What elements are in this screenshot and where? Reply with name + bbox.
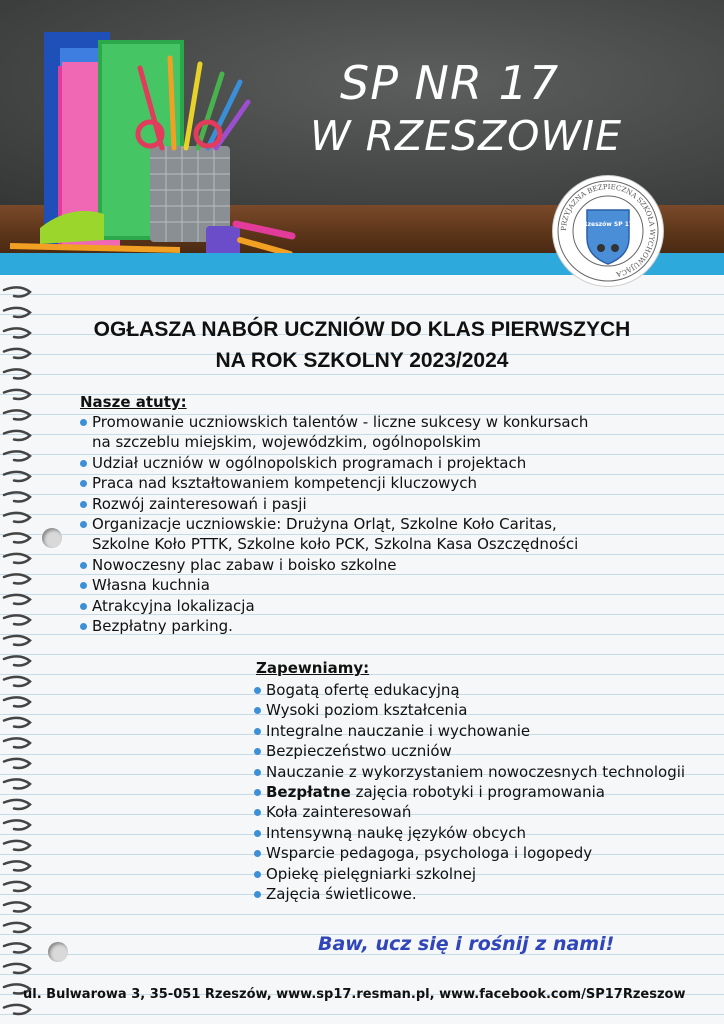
zapewniamy-item-text: Wysoki poziom kształcenia: [266, 701, 468, 720]
spiral-ring: [4, 759, 30, 768]
spiral-ring: [4, 615, 30, 624]
zapewniamy-item-emphasis: Bezpłatne: [266, 783, 351, 802]
zapewniamy-item-text: Nauczanie z wykorzystaniem nowoczesnych technologii: [266, 762, 686, 781]
spiral-ring: [4, 861, 30, 870]
zapewniamy-item: [254, 802, 685, 822]
bullet-icon: [254, 687, 261, 694]
spiral-ring: [4, 533, 30, 542]
bullet-icon: [80, 603, 87, 610]
zapewniamy-item: [254, 762, 685, 782]
spiral-ring: [4, 902, 30, 911]
bullet-icon: [80, 623, 87, 630]
spiral-ring: [4, 595, 30, 604]
spiral-ring: [4, 554, 30, 563]
atuty-item-continuation: na szczeblu miejskim, wojewódzkim, ogólnopolskim: [92, 433, 482, 452]
zapewniamy-item: [254, 741, 685, 761]
logo-ring-text: PRZYJAZNA BEZPIECZNA SZKOŁA WYCHOWUJĄCA: [559, 182, 657, 279]
zapewniamy-item: [254, 823, 685, 843]
zapewniamy-item-text: Bogatą ofertę edukacyjną: [266, 681, 460, 699]
bullet-icon: [80, 521, 87, 528]
spiral-ring: [4, 451, 30, 460]
spiral-ring: [4, 882, 30, 891]
school-supplies-illustration: [0, 18, 310, 268]
zapewniamy-item: [254, 680, 685, 700]
zapewniamy-item: [254, 700, 685, 720]
spiral-ring: [4, 390, 30, 399]
spiral-ring: [4, 820, 30, 829]
footer-address: ul. Bulwarowa 3, 35-051 Rzeszów, www.sp17.resman.pl, www.facebook.com/SP17Rzeszow: [23, 987, 686, 1002]
atuty-item-text: Atrakcyjna lokalizacja: [92, 596, 255, 615]
school-logo: [553, 176, 663, 286]
zapewniamy-item: [254, 782, 685, 802]
atuty-item: [80, 575, 588, 595]
bullet-icon: [254, 809, 261, 816]
bullet-icon: [80, 480, 87, 487]
bullet-icon: [254, 728, 261, 735]
zapewniamy-item-text: Intensywną naukę języków obcych: [266, 823, 526, 842]
slogan: Baw, ucz się i rośnij z nami!: [318, 933, 615, 955]
spiral-binding: [0, 282, 40, 1024]
zapewniamy-title: Zapewniamy:: [256, 659, 370, 677]
atuty-item-continuation: Szkolne Koło PTTK, Szkolne koło PCK, Szkolna Kasa Oszczędności: [92, 535, 579, 554]
bullet-icon: [254, 891, 261, 898]
spiral-ring: [4, 410, 30, 419]
zapewniamy-item-text: Opiekę pielęgniarki szkolnej: [266, 864, 476, 883]
spiral-ring: [4, 943, 30, 952]
bullet-icon: [80, 419, 87, 426]
spiral-ring: [4, 656, 30, 665]
spiral-ring: [4, 964, 30, 973]
school-title-line2: W RZESZOWIE: [310, 112, 622, 160]
punch-hole-top: [42, 528, 62, 548]
bullet-icon: [254, 789, 261, 796]
atuty-item: [80, 453, 588, 473]
spiral-ring: [4, 492, 30, 501]
spiral-ring: [4, 738, 30, 747]
bullet-icon: [254, 769, 261, 776]
atuty-item-text: Własna kuchnia: [92, 576, 210, 595]
spiral-ring: [4, 431, 30, 440]
zapewniamy-list: [254, 680, 685, 904]
zapewniamy-item-text: Zajęcia świetlicowe.: [266, 885, 417, 904]
zapewniamy-item: [254, 864, 685, 884]
atuty-title: Nasze atuty:: [80, 393, 187, 411]
spiral-ring: [4, 677, 30, 686]
bullet-icon: [80, 582, 87, 589]
atuty-item-text: Organizacje uczniowskie: Drużyna Orląt, Szkolne Koło Caritas,: [92, 515, 557, 534]
headline-line1: OGŁASZA NABÓR UCZNIÓW DO KLAS PIERWSZYCH: [93, 318, 631, 341]
atuty-list: [80, 412, 588, 636]
atuty-item: [80, 514, 588, 555]
bullet-icon: [80, 460, 87, 467]
spiral-ring: [4, 779, 30, 788]
zapewniamy-item: [254, 721, 685, 741]
atuty-item-text: Bezpłatny parking.: [92, 617, 233, 636]
school-title-line1: SP NR 17: [340, 56, 560, 110]
atuty-item: [80, 596, 588, 616]
zapewniamy-item-text: Koła zainteresowań: [266, 803, 412, 822]
zapewniamy-item-text: Wsparcie pedagoga, psychologa i logopedy: [266, 844, 593, 863]
spiral-ring: [4, 841, 30, 850]
atuty-item: [80, 412, 588, 453]
spiral-ring: [4, 472, 30, 481]
logo-label: Rzeszów SP 17: [582, 221, 634, 228]
zapewniamy-item-text: Integralne nauczanie i wychowanie: [266, 721, 531, 740]
atuty-item-text: Rozwój zainteresowań i pasji: [92, 494, 307, 513]
spiral-ring: [4, 718, 30, 727]
spiral-ring: [4, 1005, 30, 1014]
spiral-ring: [4, 636, 30, 645]
zapewniamy-item-text: zajęcia robotyki i programowania: [350, 783, 605, 802]
atuty-item: [80, 555, 588, 575]
punch-hole-bottom: [48, 942, 68, 962]
bullet-icon: [254, 748, 261, 755]
headline-line2: NA ROK SZKOLNY 2023/2024: [215, 349, 509, 372]
bullet-icon: [80, 562, 87, 569]
spiral-ring: [4, 513, 30, 522]
atuty-item-text: Promowanie uczniowskich talentów - liczne sukcesy w konkursach: [92, 413, 589, 431]
zapewniamy-item-text: Bezpieczeństwo uczniów: [266, 742, 452, 761]
bullet-icon: [80, 501, 87, 508]
bullet-icon: [254, 830, 261, 837]
spiral-ring: [4, 800, 30, 809]
spiral-ring: [4, 287, 30, 296]
spiral-ring: [4, 574, 30, 583]
bullet-icon: [254, 850, 261, 857]
spiral-ring: [4, 923, 30, 932]
zapewniamy-item: [254, 884, 685, 904]
spiral-ring: [4, 697, 30, 706]
atuty-item-text: Udział uczniów w ogólnopolskich programach i projektach: [92, 453, 527, 472]
atuty-item: [80, 494, 588, 514]
spiral-ring: [4, 308, 30, 317]
bullet-icon: [254, 707, 261, 714]
atuty-item-text: Nowoczesny plac zabaw i boisko szkolne: [92, 555, 397, 574]
atuty-item-text: Praca nad kształtowaniem kompetencji kluczowych: [92, 474, 478, 493]
notebook-paper: [0, 275, 724, 1024]
zapewniamy-item: [254, 843, 685, 863]
bullet-icon: [254, 871, 261, 878]
atuty-item: [80, 473, 588, 493]
atuty-item: [80, 616, 588, 636]
